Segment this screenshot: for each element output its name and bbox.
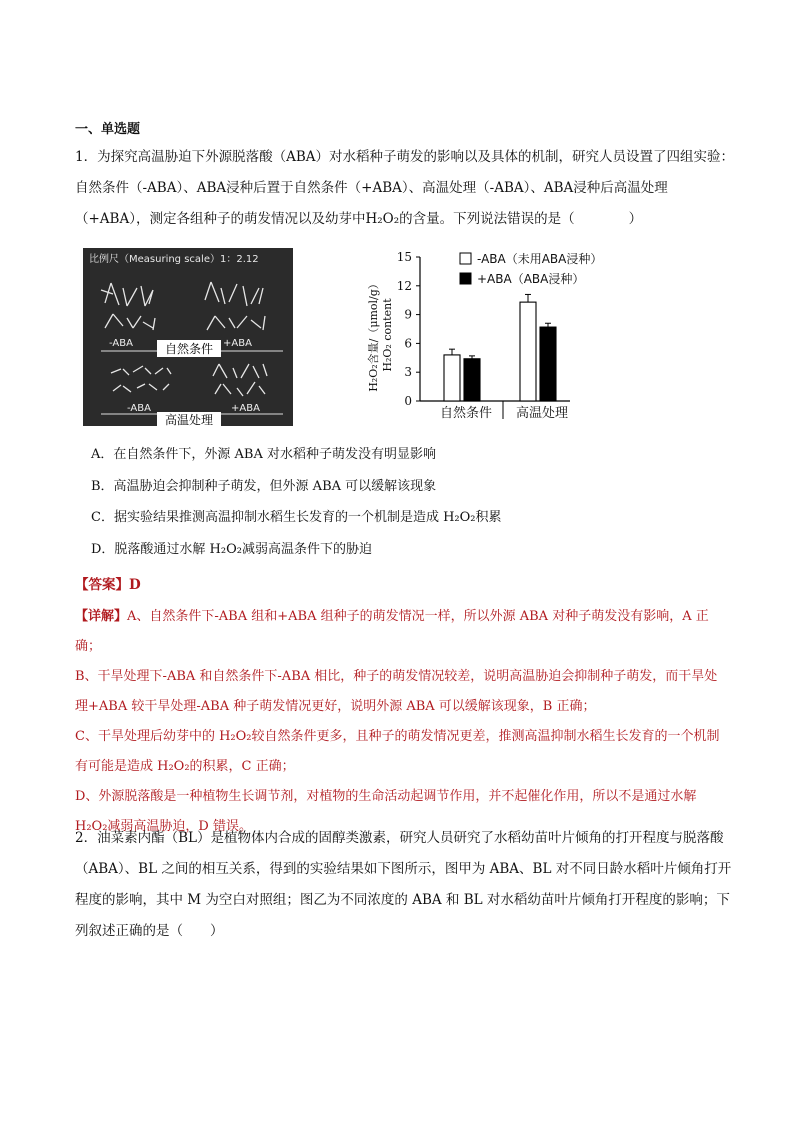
- detail-line-b: B、干旱处理下-ABA 和自然条件下-ABA 相比，种子的萌发情况较差，说明高温胁迫会抑制种子萌发，而干旱处理+ABA 较干旱处理-ABA 种子萌发情况更好，说明外源 ABA 可以缓解该现象，B 正确；: [75, 669, 718, 714]
- legend-swatch: [460, 273, 471, 284]
- photo-top-minus-label: -ABA: [109, 338, 133, 349]
- answer-label: 【答案】D: [75, 577, 141, 593]
- bar: [464, 359, 480, 401]
- photo-bottom-minus-label: -ABA: [127, 403, 151, 414]
- option-c: C．据实验结果推测高温抑制水稻生长发育的一个机制是造成 H₂O₂积累: [91, 510, 502, 525]
- y-tick-label: 3: [404, 365, 412, 380]
- option-a: A．在自然条件下，外源 ABA 对水稻种子萌发没有明显影响: [91, 447, 436, 462]
- photo-label-natural: 自然条件: [164, 342, 214, 356]
- question-1-text: [75, 142, 735, 235]
- answer-detail: [75, 602, 725, 842]
- question-1-tail: 的含量。下列说法错误的是（ ）: [399, 211, 643, 227]
- y-tick-label: 9: [404, 307, 412, 322]
- y-tick-label: 12: [396, 278, 412, 293]
- detail-tag: 【详解】: [75, 609, 128, 624]
- chart-ylabel-cn: H₂O₂含量/（μmol/g）: [367, 278, 380, 392]
- legend-swatch: [460, 253, 471, 264]
- bar: [444, 355, 460, 401]
- question-2-text: 2．油菜素内酯（BL）是植物体内合成的固醇类激素，研究人员研究了水稻幼苗叶片倾角的打开程度与脱落酸（ABA）、BL 之间的相互关系，得到的实验结果如下图所示，图甲为 ABA、BL 对不同日龄水稻叶片倾角打开程度的影响，其中 M 为空白对照组；图乙为不同浓度的 ABA 和 BL 对水稻幼苗叶片倾角打开程度的影响；下列叙述正确的是（ ）: [75, 830, 732, 939]
- photo-bottom-plus-label: +ABA: [231, 403, 260, 414]
- chart-legend: [460, 251, 602, 286]
- photo-top-plus-label: +ABA: [223, 338, 252, 349]
- photo-label-heat: 高温处理: [164, 413, 214, 426]
- question-1-h2o2: H₂O₂: [365, 211, 400, 227]
- y-tick-label: 0: [404, 394, 412, 408]
- question-1-body: 1．为探究高温胁迫下外源脱落酸（ABA）对水稻种子萌发的影响以及具体的机制，研究人员设置了四组实验：自然条件（-ABA）、ABA浸种后置于自然条件（+ABA）、高温处理（-ABA）、ABA浸种后高温处理（+ABA），测定各组种子的萌发情况以及幼芽中: [75, 149, 735, 227]
- photo-scale-text: 比例尺（Measuring scale）1：2.12: [89, 254, 259, 265]
- detail-line-c: C、干旱处理后幼芽中的 H₂O₂较自然条件更多，且种子的萌发情况更差，推测高温抑制水稻生长发育的一个机制有可能是造成 H₂O₂的积累，C 正确；: [75, 729, 720, 774]
- y-tick-label: 6: [404, 336, 412, 351]
- x-category-label: 高温处理: [515, 406, 569, 421]
- legend-label: -ABA（未用ABA浸种）: [477, 252, 603, 266]
- x-category-label: 自然条件: [439, 406, 493, 421]
- h2o2-bar-chart: [365, 243, 625, 428]
- chart-ylabel-en: H₂O₂ content: [381, 298, 394, 372]
- legend-label: +ABA（ABA浸种）: [477, 272, 585, 286]
- option-d: D．脱落酸通过水解 H₂O₂减弱高温条件下的胁迫: [91, 542, 372, 557]
- detail-line-a: A、自然条件下-ABA 组和+ABA 组种子的萌发情况一样，所以外源 ABA 对种子萌发没有影响，A 正确；: [75, 609, 709, 654]
- bar: [520, 302, 536, 401]
- chart-bars: [444, 294, 556, 401]
- bar: [540, 327, 556, 401]
- section-title: 一、单选题: [75, 122, 141, 137]
- option-b: B．高温胁迫会抑制种子萌发，但外源 ABA 可以缓解该现象: [91, 479, 437, 494]
- detail-line-d: D、外源脱落酸是一种植物生长调节剂，对植物的生命活动起调节作用，并不起催化作用，所以不是通过水解 H₂O₂减弱高温胁迫，D 错误。: [75, 789, 697, 834]
- seed-germination-photo: [83, 248, 293, 426]
- y-tick-label: 15: [396, 250, 412, 264]
